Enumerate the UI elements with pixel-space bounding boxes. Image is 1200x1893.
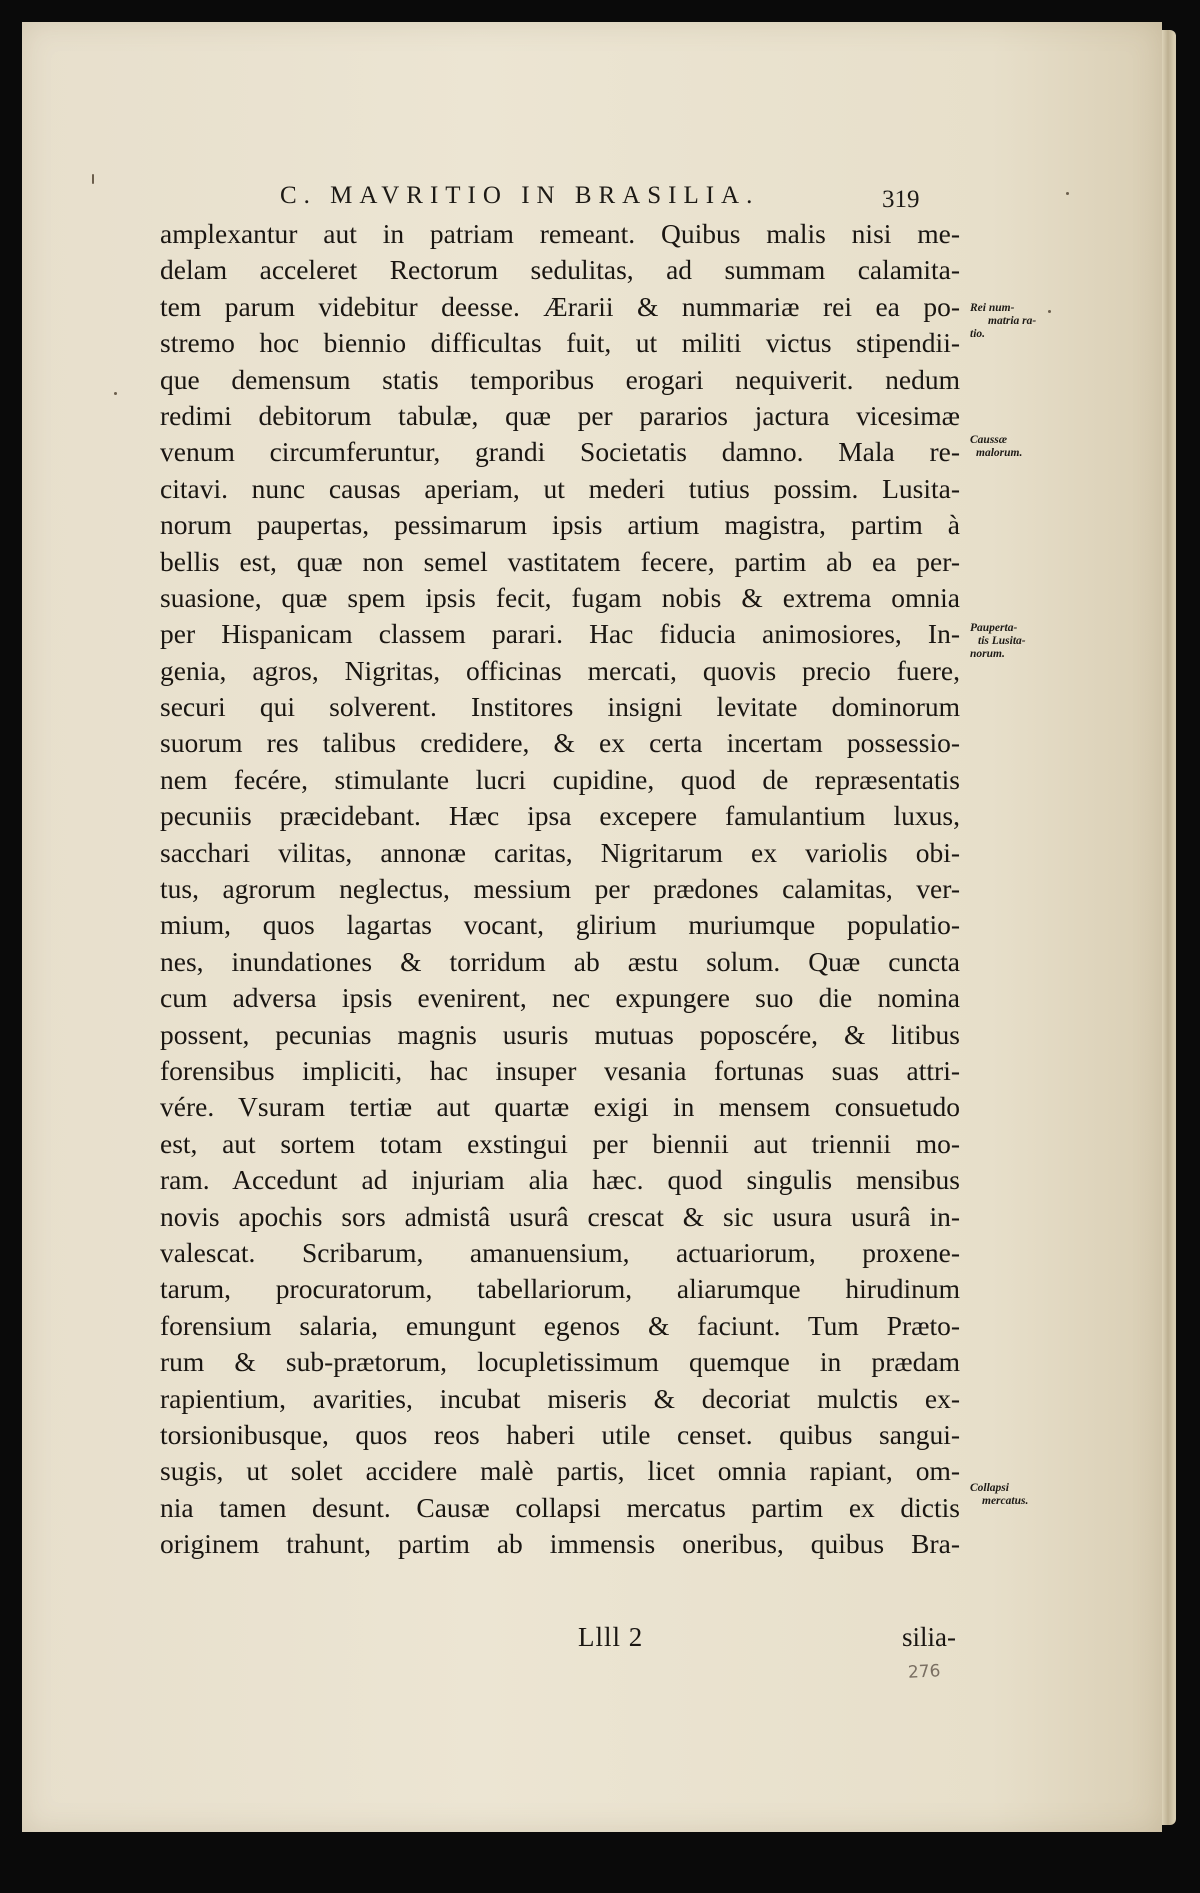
text-line: suasione, quæ spem ipsis fecit, fugam nobis & extrema omnia [160, 581, 960, 613]
page-number: 319 [882, 186, 920, 213]
text-line: nes, inundationes & torridum ab æstu solum. Quæ cuncta [160, 945, 960, 977]
text-line: redimi debitorum tabulæ, quæ per pararios jactura vicesimæ [160, 399, 960, 431]
pencil-folio-number: 276 [907, 1661, 941, 1683]
text-line: pecuniis præcidebant. Hæc ipsa excepere famulantium luxus, [160, 800, 960, 832]
margin-note-line: malorum. [976, 447, 1023, 459]
body-text [160, 216, 960, 1562]
text-line: rum & sub-prætorum, locupletissimum quemque in prædam [160, 1346, 960, 1378]
text-line: tem parum videbitur deesse. Ærarii & nummariæ rei ea po- [160, 290, 960, 322]
text-line: amplexantur aut in patriam remeant. Quibus malis nisi me- [160, 218, 960, 249]
text-line: mium, quos lagartas vocant, glirium muriumque populatio- [160, 909, 960, 941]
margin-note-line: Pauperta- [970, 622, 1018, 634]
margin-note-line: mercatus. [982, 1495, 1029, 1507]
text-line: rapientium, avarities, incubat miseris & decoriat mulctis ex- [160, 1382, 960, 1414]
text-line: cum adversa ipsis evenirent, nec expungere suo die nomina [160, 982, 960, 1014]
paper-speck [92, 174, 94, 184]
text-line: tus, agrorum neglectus, messium per prædones calamitas, ver- [160, 873, 960, 905]
margin-note-caussae-malorum [970, 434, 1050, 460]
text-line: venum circumferuntur, grandi Societatis damno. Mala re- [160, 436, 960, 468]
margin-note-paupertatis [970, 622, 1050, 661]
text-line: originem trahunt, partim ab immensis oneribus, quibus Bra- [160, 1528, 960, 1560]
running-head-title: C. MAVRITIO IN BRASILIA. [280, 182, 760, 209]
text-line: bellis est, quæ non semel vastitatem fecere, partim ab ea per- [160, 545, 960, 577]
text-line: sacchari vilitas, annonæ caritas, Nigritarum ex variolis obi- [160, 836, 960, 868]
text-line: est, aut sortem totam exstingui per biennii aut triennii mo- [160, 1127, 960, 1159]
text-line: forensibus impliciti, hac insuper vesania fortunas suas attri- [160, 1054, 960, 1086]
text-line: per Hispanicam classem parari. Hac fiducia animosiores, In- [160, 618, 960, 650]
paper-speck [114, 392, 117, 395]
text-line: suorum res talibus credidere, & ex certa incertam possessio- [160, 727, 960, 759]
margin-note-line: Rei num- [970, 302, 1015, 314]
margin-note-line: tis Lusita- [978, 635, 1026, 647]
text-line: delam acceleret Rectorum sedulitas, ad summam calamita- [160, 254, 960, 286]
catchword: silia- [902, 1622, 956, 1652]
text-line: novis apochis sors admistâ usurâ crescat & sic usura usurâ in- [160, 1200, 960, 1232]
margin-note-line: tio. [970, 328, 986, 340]
text-line: sugis, ut solet accidere malè partis, licet omnia rapiant, om- [160, 1455, 960, 1487]
text-line: stremo hoc biennio difficultas fuit, ut militi victus stipendii- [160, 327, 960, 359]
text-line: tarum, procuratorum, tabellariorum, aliarumque hirudinum [160, 1273, 960, 1305]
text-line: nem fecére, stimulante lucri cupidine, quod de repræsentatis [160, 763, 960, 795]
text-line: ram. Accedunt ad injuriam alia hæc. quod singulis mensibus [160, 1164, 960, 1196]
text-line: vére. Vsuram tertiæ aut quartæ exigi in mensem consuetudo [160, 1091, 960, 1123]
margin-note-line: Caussæ [970, 434, 1008, 446]
text-line: citavi. nunc causas aperiam, ut mederi tutius possim. Lusita- [160, 472, 960, 504]
margin-note-line: Collapsi [970, 1482, 1009, 1494]
text-line: nia tamen desunt. Causæ collapsi mercatus partim ex dictis [160, 1491, 960, 1523]
margin-note-line: norum. [970, 648, 1005, 660]
paper-speck [1066, 192, 1069, 195]
text-line: valescat. Scribarum, amanuensium, actuariorum, proxene- [160, 1236, 960, 1268]
signature-mark: Llll 2 [578, 1622, 644, 1652]
text-line: que demensum statis temporibus erogari nequiverit. nedum [160, 363, 960, 395]
margin-note-collapsi-mercatus [970, 1482, 1050, 1508]
text-line: genia, agros, Nigritas, officinas mercati, quovis precio fuere, [160, 654, 960, 686]
text-line: forensium salaria, emungunt egenos & faciunt. Tum Præto- [160, 1309, 960, 1341]
margin-note-rei-nummariae [970, 302, 1050, 341]
text-line: norum paupertas, pessimarum ipsis artium magistra, partim à [160, 509, 960, 541]
book-page [22, 22, 1162, 1832]
margin-note-line: matria ra- [988, 315, 1037, 327]
text-line: torsionibusque, quos reos haberi utile censet. quibus sangui- [160, 1418, 960, 1450]
text-line: possent, pecunias magnis usuris mutuas poposcére, & litibus [160, 1018, 960, 1050]
text-line: securi qui solverent. Institores insigni levitate dominorum [160, 691, 960, 723]
paper-speck [1048, 310, 1051, 313]
